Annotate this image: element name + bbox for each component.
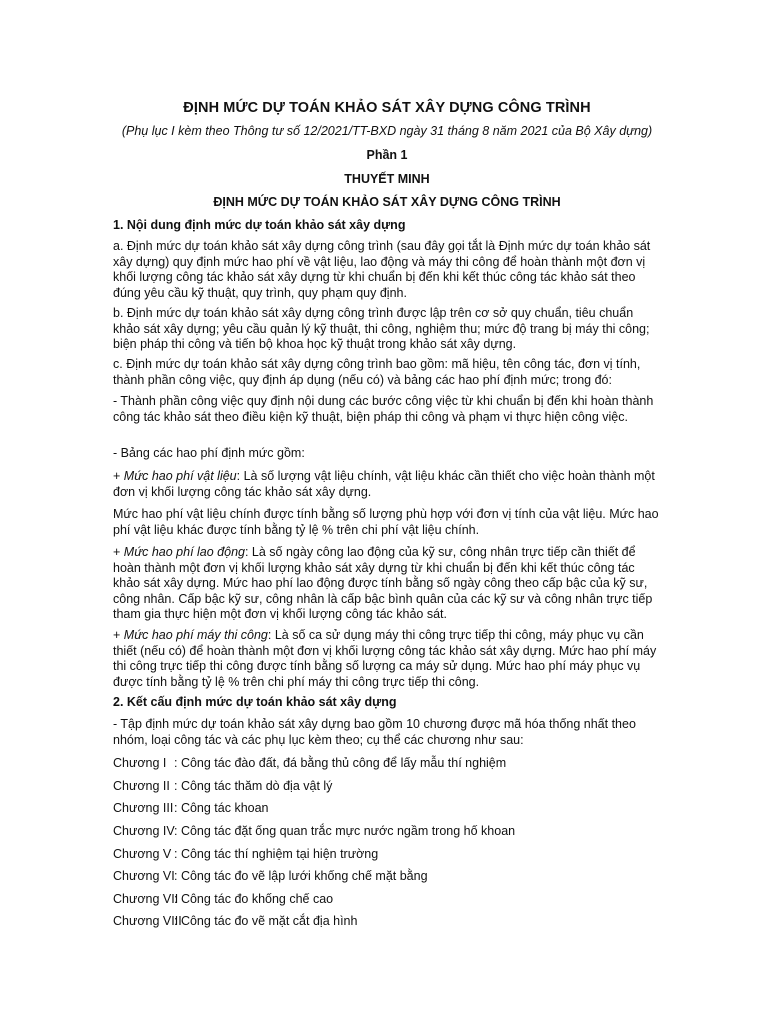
chapter-row xyxy=(113,892,661,907)
chapter-row xyxy=(113,914,661,929)
chapter-desc: : Công tác đo vẽ lập lưới khống chế mặt bằng xyxy=(174,869,428,883)
document-title: ĐỊNH MỨC DỰ TOÁN KHẢO SÁT XÂY DỰNG CÔNG TRÌNH xyxy=(183,100,591,116)
chapter-name: Chương VIII xyxy=(113,914,182,928)
chapter-name: Chương V xyxy=(113,847,172,861)
material-prefix: + xyxy=(113,469,124,483)
material-label: Mức hao phí vật liệu xyxy=(123,469,237,483)
labor-text: : Là số ngày công lao động của kỹ sư, công nhân trực tiếp cần thiết để hoàn thành một đơn vị khối lượng khảo sát xây dựng từ khi chuẩn bị đến khi kết thúc công tác khảo sát xây dựng. Mức hao phí lao động được tính bằng số ngày công theo cấp bậc của kỹ sư, công nhân. Cấp bậc kỹ sư, công nhân là cấp bậc bình quân của các kỹ sư và công nhân trực tiếp tham gia thực hiện một đơn vị khối lượng công tác khảo sát. xyxy=(113,545,653,622)
labor-label: Mức hao phí lao động xyxy=(123,545,245,559)
part-number: Phần 1 xyxy=(366,148,408,162)
chapter-desc: : Công tác đặt ống quan trắc mực nước ngầm trong hố khoan xyxy=(174,824,516,838)
material-cost-paragraph-2: Mức hao phí vật liệu chính được tính bằng số lượng phù hợp với đơn vị tính của vật liệu. Mức hao phí vật liệu khác được tính bằng tỷ lệ % trên chi phí vật liệu chính. xyxy=(113,507,659,537)
section-2-intro: - Tập định mức dự toán khảo sát xây dựng bao gồm 10 chương được mã hóa thống nhất theo nhóm, loại công tác và các phụ lục kèm theo; cụ thể các chương như sau: xyxy=(113,717,636,747)
part-title: THUYẾT MINH xyxy=(344,172,430,186)
chapter-name: Chương I xyxy=(113,756,167,770)
chapter-desc: : Công tác đo vẽ mặt cắt địa hình xyxy=(174,914,358,928)
section-2-heading: 2. Kết cấu định mức dự toán khảo sát xây dựng xyxy=(113,695,397,709)
chapter-row xyxy=(113,869,661,884)
chapter-row xyxy=(113,824,661,839)
chapter-name: Chương II xyxy=(113,779,170,793)
chapter-row xyxy=(113,801,661,816)
chapter-name: Chương III xyxy=(113,801,174,815)
machine-prefix: + xyxy=(113,628,124,642)
chapter-name: Chương VII xyxy=(113,892,179,906)
machine-text: : Là số ca sử dụng máy thi công trực tiếp thi công, máy phục vụ cần thiết (nếu có) để hoàn thành một đơn vị khối lượng công tác khảo sát xây dựng. Mức hao phí máy thi công trực tiếp thi công được tính bằng số lượng ca máy sử dụng. Mức hao phí máy phục vụ được tính bằng tỷ lệ % trên chi phí máy thi công trực tiếp thi công. xyxy=(113,628,657,689)
chapter-desc: : Công tác thăm dò địa vật lý xyxy=(174,779,333,793)
document-subtitle: (Phụ lục I kèm theo Thông tư số 12/2021/TT-BXD ngày 31 tháng 8 năm 2021 của Bộ Xây dựng) xyxy=(121,124,653,138)
material-text: : Là số lượng vật liệu chính, vật liệu khác cần thiết cho việc hoàn thành một đơn vị khối lượng công tác khảo sát xây dựng. xyxy=(113,469,655,499)
chapter-name: Chương VI xyxy=(113,869,175,883)
chapter-row xyxy=(113,756,661,771)
machine-label: Mức hao phí máy thi công xyxy=(123,628,268,642)
paragraph-b: b. Định mức dự toán khảo sát xây dựng công trình được lập trên cơ sở quy chuẩn, tiêu chuẩn khảo sát xây dựng; yêu cầu quản lý kỹ thuật, thi công, nghiệm thu; mức độ trang bị máy thi công; biện pháp thi công và tiến bộ khoa học kỹ thuật trong khảo sát xây dựng. xyxy=(113,306,650,352)
paragraph-a: a. Định mức dự toán khảo sát xây dựng công trình (sau đây gọi tắt là Định mức dự toán khảo sát xây dựng) quy định mức hao phí về vật liệu, lao động và máy thi công để hoàn thành một đơn vị khối lượng công tác khảo sát xây dựng từ khi chuẩn bị đến khi kết thúc công tác khảo sát theo đúng yêu cầu kỹ thuật, quy trình, quy phạm quy định. xyxy=(113,239,651,300)
section-1-heading: 1. Nội dung định mức dự toán khảo sát xây dựng xyxy=(113,218,406,232)
chapter-row xyxy=(113,779,661,794)
labor-prefix: + xyxy=(113,545,124,559)
chapter-desc: : Công tác đo khống chế cao xyxy=(174,892,334,906)
labor-cost-paragraph xyxy=(113,545,661,623)
chapter-desc: : Công tác thí nghiệm tại hiện trường xyxy=(174,847,379,861)
chapter-desc: : Công tác đào đất, đá bằng thủ công để lấy mẫu thí nghiệm xyxy=(174,756,507,770)
paragraph-dash-2: - Bảng các hao phí định mức gồm: xyxy=(113,446,305,460)
part-subtitle: ĐỊNH MỨC DỰ TOÁN KHẢO SÁT XÂY DỰNG CÔNG TRÌNH xyxy=(213,195,561,209)
paragraph-dash-1: - Thành phần công việc quy định nội dung các bước công việc từ khi chuẩn bị đến khi hoàn thành công tác khảo sát theo điều kiện kỹ thuật, biện pháp thi công và phạm vi thực hiện công việc. xyxy=(113,394,654,424)
chapter-row xyxy=(113,847,661,862)
chapter-desc: : Công tác khoan xyxy=(174,801,269,815)
material-cost-paragraph xyxy=(113,469,661,500)
paragraph-c: c. Định mức dự toán khảo sát xây dựng công trình bao gồm: mã hiệu, tên công tác, đơn vị tính, thành phần công việc, quy định áp dụng (nếu có) và bảng các hao phí định mức; trong đó: xyxy=(113,357,641,387)
machine-cost-paragraph xyxy=(113,628,661,690)
chapter-name: Chương IV xyxy=(113,824,175,838)
